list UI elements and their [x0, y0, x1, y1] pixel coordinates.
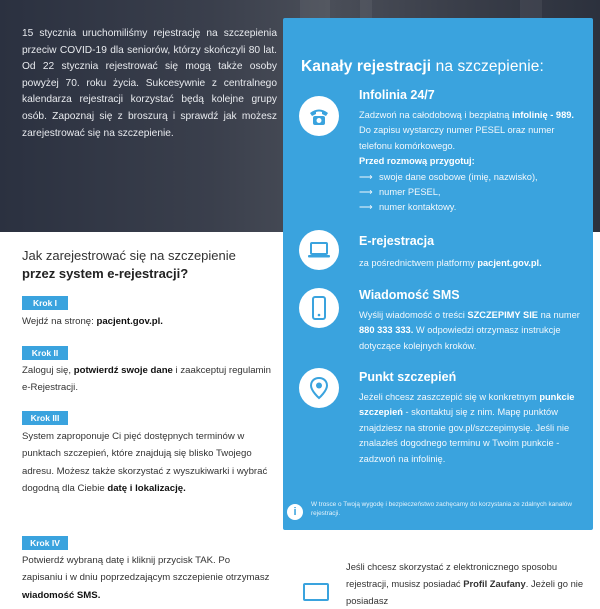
panel-title: Kanały rejestracji na szczepienie:: [301, 58, 544, 75]
step-badge: Krok III: [22, 411, 68, 425]
profil-zaufany-text: Jeśli chcesz skorzystać z elektronicznego sposobu rejestracji, musisz posiadać Profil Zaufany. Jeżeli go nie posiadasz: [346, 561, 584, 606]
laptop-icon: [299, 230, 339, 270]
punkt-title: Punkt szczepień: [359, 370, 457, 384]
phone-icon: [299, 96, 339, 136]
step-text: Potwierdź wybraną datę i kliknij przycisk TAK. Po zapisaniu i w dniu poprzedzającym szczepienie otrzymasz wiadomość SMS.: [22, 555, 270, 601]
infolinia-title: Infolinia 24/7: [359, 88, 435, 102]
sms-text: Wyślij wiadomość o treści SZCZEPIMY SIE na numer 880 333 333. W odpowiedzi otrzymasz instrukcje dotyczące kolejnych kroków.: [359, 310, 580, 351]
infolinia-text: Zadzwoń na całodobową i bezpłatną infolinię - 989. Do zapisu wystarczy numer PESEL oraz numer telefonu komórkowego. Przed rozmową przygotuj: ⟶ swoje dane osobowe (imię, nazwisko), ⟶ numer PESEL, ⟶ numer kontaktowy.: [359, 108, 587, 216]
step-text: System zaproponuje Ci pięć dostępnych terminów w punktach szczepień, które znajdują się blisko Twojego adresu. Możesz także skorzystać z wyszukiwarki i wybrać dogodną dla Ciebie datę i lokalizację.: [22, 431, 268, 495]
registration-channels-panel: [283, 18, 593, 530]
intro-text: 15 stycznia uruchomiliśmy rejestrację na szczepienia przeciw COVID-19 dla seniorów, którzy skończyli 80 lat. Od 22 stycznia rejestrować się mogą także osoby powyżej 70. roku życia. Sukcesywnie z centralnego kalendarza rejestracji korzystać będą kolejne grupy osób. Zapoznaj się z broszurą i sprawdź jak możesz zarejestrować się na szczepienie.: [22, 28, 277, 139]
step-badge: Krok IV: [22, 536, 68, 550]
safety-note: W trosce o Twoją wygodę i bezpieczeństwo zachęcamy do korzystania ze zdalnych kanałów rejestracji.: [311, 501, 572, 517]
sms-title: Wiadomość SMS: [359, 288, 460, 302]
id-card-icon: [303, 583, 329, 601]
prep-item: ⟶ numer PESEL,: [359, 187, 441, 198]
step-badge: Krok II: [22, 346, 68, 360]
smartphone-icon: [299, 288, 339, 328]
howto-question-bold: przez system e-rejestracji?: [22, 266, 189, 281]
erejestracja-title: E-rejestracja: [359, 234, 435, 248]
step-text: Wejdź na stronę: pacjent.gov.pl.: [22, 316, 163, 327]
step-text: Zaloguj się, potwierdź swoje dane i zaakceptuj regulamin e-Rejestracji.: [22, 365, 272, 394]
info-icon: i: [287, 504, 303, 520]
prep-item: ⟶ numer kontaktowy.: [359, 202, 457, 213]
howto-question: Jak zarejestrować się na szczepienie: [22, 248, 236, 263]
erejestracja-text: za pośrednictwem platformy pacjent.gov.pl.: [359, 258, 542, 268]
prep-label: Przed rozmową przygotuj:: [359, 156, 475, 167]
punkt-text: Jeżeli chcesz zaszczepić się w konkretnym punkcie szczepień - skontaktuj się z nim. Mapę punktów znajdziesz na stronie gov.pl/szczepimysię. Jeśli nie znalazłeś dogodnego terminu w Twoim punkcie - zadzwoń na infolinię.: [359, 392, 575, 464]
location-pin-icon: [299, 368, 339, 408]
prep-item: ⟶ swoje dane osobowe (imię, nazwisko),: [359, 171, 538, 182]
step-badge: Krok I: [22, 296, 68, 310]
